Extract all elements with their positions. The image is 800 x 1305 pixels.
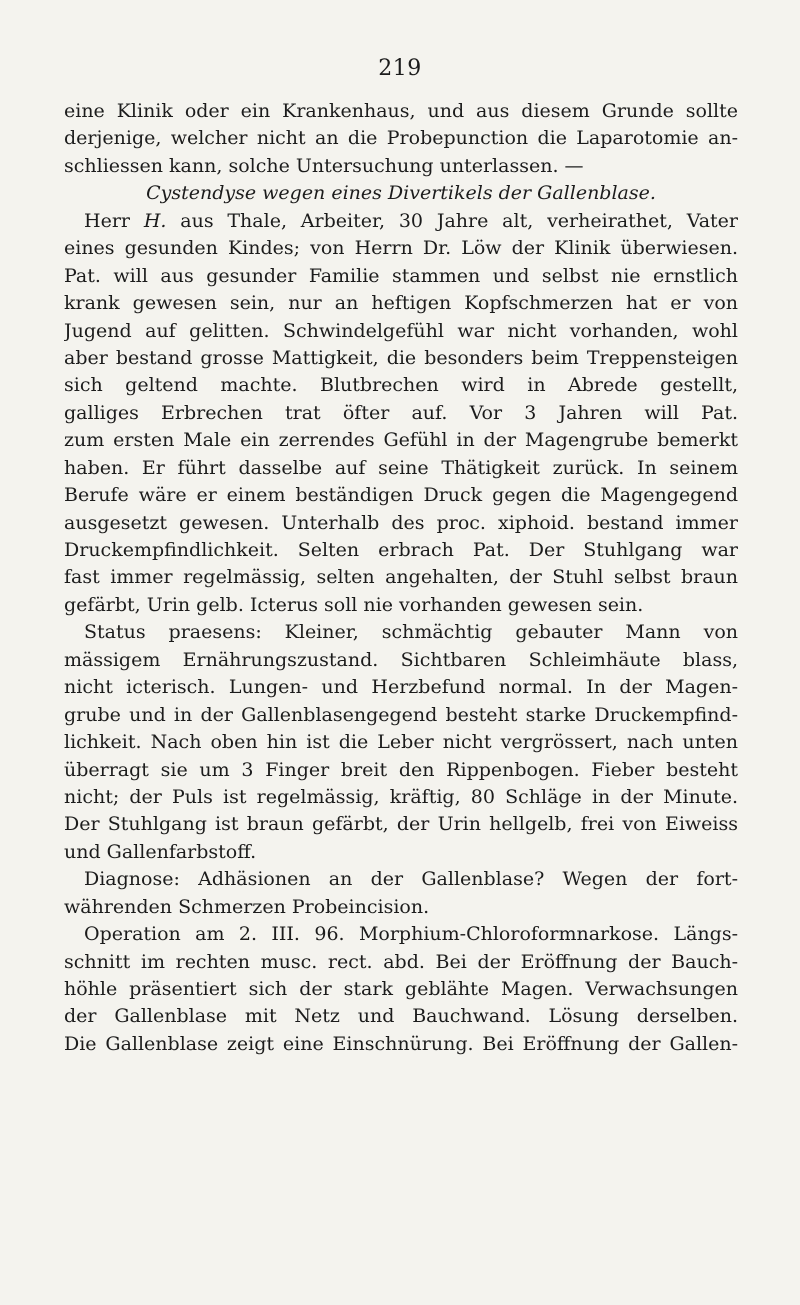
patient-initial: H. — [143, 209, 167, 232]
text-line: aber bestand grosse Mattigkeit, die besonders beim Treppensteigen — [64, 346, 738, 369]
text-line: gefärbt, Urin gelb. Icterus soll nie vorhanden gewesen sein. — [64, 593, 644, 616]
text-line: nicht icterisch. Lungen- und Herzbefund normal. In der Magen- — [64, 676, 738, 699]
text-fragment: Herr — [84, 209, 130, 232]
text-line: höhle präsentiert sich der stark geblähte Magen. Verwachsungen — [64, 978, 738, 1000]
text-line: eine Klinik oder ein Krankenhaus, und aus diesem Grunde sollte — [64, 100, 738, 122]
text-line: überragt sie um 3 Finger breit den Rippenbogen. Fieber besteht — [64, 758, 738, 781]
text-line: Der Stuhlgang ist braun gefärbt, der Urin hellgelb, frei von Eiweiss — [64, 813, 738, 836]
text-line: krank gewesen sein, nur an heftigen Kopfschmerzen hat er von — [64, 292, 738, 315]
text-fragment: aus Thale, Arbeiter, 30 Jahre alt, verheirathet, Vater — [180, 209, 738, 232]
text-line: Druckempfindlichkeit. Selten erbrach Pat. Der Stuhlgang war — [64, 539, 738, 561]
text-line: währenden Schmerzen Probeincision. — [64, 895, 430, 918]
text-line: sich geltend machte. Blutbrechen wird in Abrede gestellt, — [64, 374, 738, 397]
text-line: Berufe wäre er einem beständigen Druck gegen die Magengegend — [64, 484, 738, 507]
text-line — [64, 208, 738, 235]
text-line: ausgesetzt gewesen. Unterhalb des proc. xiphoid. bestand immer — [64, 511, 738, 534]
text-line: eines gesunden Kindes; von Herrn Dr. Löw der Klinik überwiesen. — [64, 237, 738, 260]
text-line: der Gallenblase mit Netz und Bauchwand. Lösung derselben. — [64, 1005, 738, 1028]
text-line: mässigem Ernährungszustand. Sichtbaren Schleimhäute blass, — [64, 648, 738, 671]
text-line: schliessen kann, solche Untersuchung unterlassen. — — [64, 154, 584, 177]
text-line: und Gallenfarbstoff. — [64, 840, 257, 863]
text-line: Status praesens: Kleiner, schmächtig gebauter Mann von — [84, 621, 738, 644]
text-line: derjenige, welcher nicht an die Probepunction die Laparotomie an- — [64, 127, 738, 150]
document-body — [64, 98, 738, 1058]
text-line: fast immer regelmässig, selten angehalten, der Stuhl selbst braun — [64, 566, 738, 589]
text-line: Pat. will aus gesunder Familie stammen und selbst nie ernstlich — [64, 264, 738, 287]
section-heading: Cystendyse wegen eines Divertikels der Gallenblase. — [146, 182, 656, 205]
text-line: Operation am 2. III. 96. Morphium-Chloroformnarkose. Längs- — [84, 923, 738, 946]
text-line: haben. Er führt dasselbe auf seine Thätigkeit zurück. In seinem — [64, 456, 738, 479]
text-line: Die Gallenblase zeigt eine Einschnürung. Bei Eröffnung der Gallen- — [64, 1032, 738, 1055]
text-line: lichkeit. Nach oben hin ist die Leber nicht vergrössert, nach unten — [64, 731, 738, 754]
text-line: nicht; der Puls ist regelmässig, kräftig, 80 Schläge in der Minute. — [64, 785, 738, 808]
text-line: grube und in der Gallenblasengegend besteht starke Druckempfind- — [64, 703, 738, 726]
text-line: zum ersten Male ein zerrendes Gefühl in der Magengrube bemerkt — [64, 429, 738, 452]
text-line: Diagnose: Adhäsionen an der Gallenblase? Wegen der fort- — [84, 868, 738, 891]
text-line: galliges Erbrechen trat öfter auf. Vor 3 Jahren will Pat. — [64, 401, 738, 424]
page-number: 219 — [378, 56, 422, 81]
text-line: schnitt im rechten musc. rect. abd. Bei der Eröffnung der Bauch- — [64, 950, 738, 973]
text-line: Jugend auf gelitten. Schwindelgefühl war nicht vorhanden, wohl — [64, 319, 738, 342]
